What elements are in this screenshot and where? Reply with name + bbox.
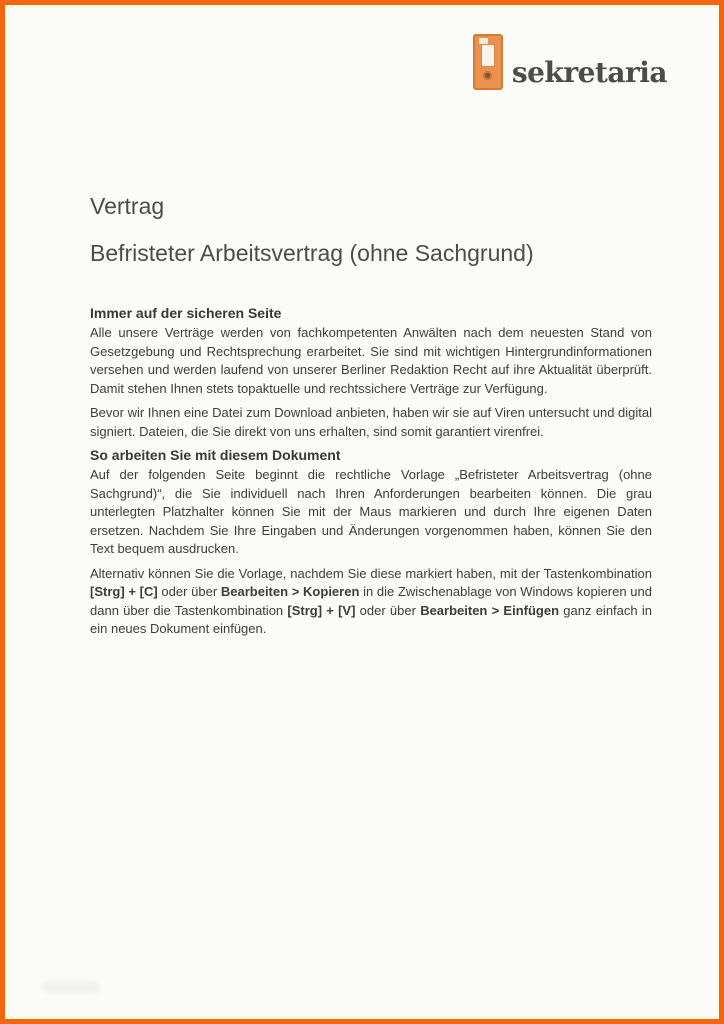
section-heading-safe-side: Immer auf der sicheren Seite	[90, 305, 282, 321]
section-safe-side	[90, 304, 652, 441]
section-how-to-work	[90, 446, 652, 639]
section-heading-how-to-work: So arbeiten Sie mit diesem Dokument	[90, 447, 341, 463]
paragraph-copy-paste: Alternativ können Sie die Vorlage, nachdem Sie diese markiert haben, mit der Tastenkombination [Strg] + [C] oder über Bearbeiten > Kopieren in die Zwischenablage von Windows kopieren und dann über die Tastenkombination [Strg] + [V] oder über Bearbeiten > Einfügen ganz einfach in ein neues Dokument einfügen.	[90, 565, 652, 636]
faint-watermark	[42, 981, 100, 993]
paragraph-virus-free: Bevor wir Ihnen eine Datei zum Download anbieten, haben wir sie auf Viren untersucht und digital signiert. Dateien, die Sie direkt von uns erhalten, sind somit garantiert virenfrei.	[90, 405, 652, 439]
logo-text: sekretaria	[511, 56, 667, 89]
paragraph-quality: Alle unsere Verträge werden von fachkompetenten Anwälten nach dem neuesten Stand von Gesetzgebung und Rechtsprechung erarbeitet. Sie sind mit wichtigen Hintergrundinformationen versehen und werden laufend von unserer Berliner Redaktion Recht auf ihre Aktualität überprüft. Damit stehen Ihnen stets topaktuelle und rechtssichere Verträge zur Verfügung.	[90, 325, 652, 396]
document-content	[90, 9, 652, 639]
page-inner-frame	[5, 5, 719, 1019]
paragraph-placeholders: Auf der folgenden Seite beginnt die rechtliche Vorlage „Befristeter Arbeitsvertrag (ohne Sachgrund)“, die Sie individuell nach Ihren Anforderungen bearbeiten können. Die grau unterlegten Platzhalter können Sie mit der Maus markieren und durch Ihre eigenen Daten ersetzen. Nachdem Sie Ihre Eingaben und Änderungen vorgenommen haben, können Sie den Text bequem ausdrucken.	[90, 467, 652, 556]
page-subtitle: Befristeter Arbeitsvertrag (ohne Sachgrund)	[90, 240, 534, 266]
page-title: Vertrag	[90, 193, 165, 219]
